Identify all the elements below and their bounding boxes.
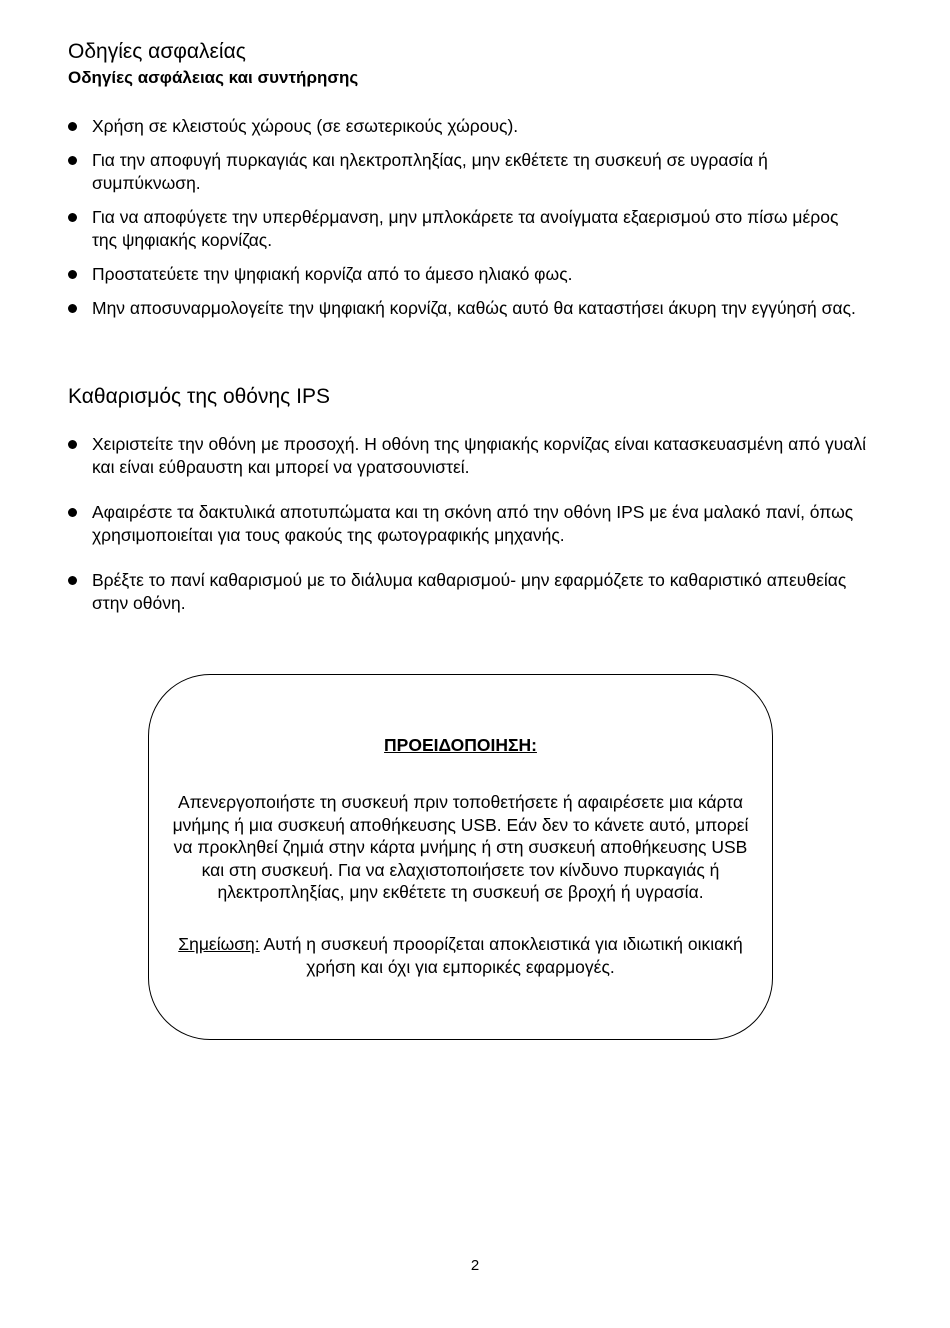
- note-label: Σημείωση:: [178, 934, 260, 954]
- list-item: [68, 149, 868, 195]
- cleaning-list: [68, 433, 868, 637]
- list-item-text: Αφαιρέστε τα δακτυλικά αποτυπώματα και τη σκόνη από την οθόνη IPS με ένα μαλακό πανί, όπως χρησιμοποιείται για τους φακούς της φωτογραφικής μηχανής.: [92, 502, 854, 545]
- list-item-text: Μην αποσυναρμολογείτε την ψηφιακή κορνίζα, καθώς αυτό θα καταστήσει άκυρη την εγγύησή σας.: [92, 298, 856, 318]
- safety-list: [68, 115, 868, 331]
- list-item: [68, 115, 868, 138]
- list-item: [68, 569, 868, 615]
- list-item: [68, 433, 868, 479]
- warning-note: [169, 933, 752, 978]
- list-item-text: Χρήση σε κλειστούς χώρους (σε εσωτερικούς χώρους).: [92, 116, 519, 136]
- list-item: [68, 297, 868, 320]
- cleaning-title: Καθαρισμός της οθόνης IPS: [68, 385, 330, 408]
- bullet-icon: [68, 270, 77, 279]
- list-item-text: Για να αποφύγετε την υπερθέρμανση, μην μπλοκάρετε τα ανοίγματα εξαερισμού στο πίσω μέρος της ψηφιακής κορνίζας.: [92, 207, 839, 250]
- warning-body: Απενεργοποιήστε τη συσκευή πριν τοποθετήσετε ή αφαιρέσετε μια κάρτα μνήμης ή μια συσκευή αποθήκευσης USB. Εάν δεν το κάνετε αυτό, μπορεί να προκληθεί ζημιά στην κάρτα μνήμης ή στη συσκευή αποθήκευσης USB και στη συσκευή. Για να ελαχιστοποιήσετε τον κίνδυνο πυρκαγιάς ή ηλεκτροπληξίας, μην εκθέτετε τη συσκευή σε βροχή ή υγρασία.: [172, 792, 749, 902]
- bullet-icon: [68, 304, 77, 313]
- list-item: [68, 501, 868, 547]
- bullet-icon: [68, 508, 77, 517]
- page-number: 2: [470, 1257, 480, 1274]
- safety-title: Οδηγίες ασφαλείας: [68, 40, 246, 63]
- list-item-text: Προστατεύετε την ψηφιακή κορνίζα από το άμεσο ηλιακό φως.: [92, 264, 573, 284]
- list-item: [68, 206, 868, 252]
- bullet-icon: [68, 213, 77, 222]
- bullet-icon: [68, 156, 77, 165]
- safety-subtitle: Οδηγίες ασφάλειας και συντήρησης: [68, 68, 359, 87]
- bullet-icon: [68, 440, 77, 449]
- bullet-icon: [68, 122, 77, 131]
- list-item-text: Χειριστείτε την οθόνη με προσοχή. Η οθόνη της ψηφιακής κορνίζας είναι κατασκευασμένη από γυαλί και είναι εύθραυστη και μπορεί να γρατσουνιστεί.: [92, 434, 867, 477]
- warning-box: [148, 674, 773, 1040]
- bullet-icon: [68, 576, 77, 585]
- warning-title: ΠΡΟΕΙΔΟΠΟΙΗΣΗ:: [384, 735, 537, 755]
- list-item: [68, 263, 868, 286]
- note-text: Αυτή η συσκευή προορίζεται αποκλειστικά για ιδιωτική οικιακή χρήση και όχι για εμπορικές εφαρμογές.: [259, 934, 743, 977]
- list-item-text: Βρέξτε το πανί καθαρισμού με το διάλυμα καθαρισμού- μην εφαρμόζετε το καθαριστικό απευθείας στην οθόνη.: [92, 570, 847, 613]
- list-item-text: Για την αποφυγή πυρκαγιάς και ηλεκτροπληξίας, μην εκθέτετε τη συσκευή σε υγρασία ή συμπύκνωση.: [92, 150, 768, 193]
